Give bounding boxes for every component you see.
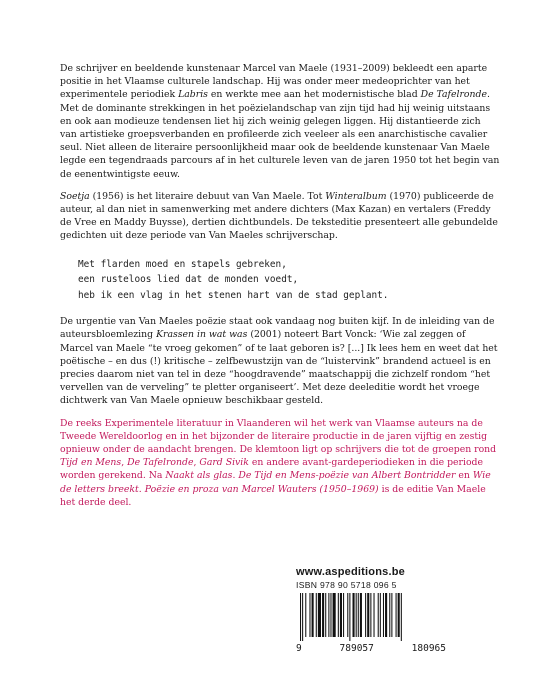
italic-title: Soetja [60,190,90,202]
italic-title: Tijd en Mens [60,457,122,469]
barcode-digit-group-2: 180965 [411,643,446,654]
barcode-bar [385,593,387,637]
barcode-bar [378,593,379,637]
italic-title: De Tafelronde [420,89,487,101]
barcode-bar [367,593,369,637]
barcode-bar [358,593,359,637]
barcode-bar [370,593,371,637]
italic-title: De Tafelronde [127,457,194,469]
barcode-bar [330,593,331,637]
poem-line-3: heb ik een vlag in het stenen hart van de stad geplant. [78,289,389,301]
italic-title: Winteralbum [325,190,387,202]
barcode-digit-group-1: 789057 [339,643,374,654]
barcode-bar [333,593,336,637]
barcode-bar [318,593,321,637]
text-run: (2001) noteert Bart Vonck: ‘Wie zal zeggen of Marcel van Maele “te vroeg gekomen” of te laat geboren is? [...] Ik lees hem en weet dat het poëtische – en dus (!) kritische – zelfbewustzijn van de “luistervink” brandend actueel is en precies daarom niet van tel in deze “hoogdravende” maatschappij die zichzelf rondom “het vervellen van de verveling” te pletter organiseert’. Met deze deeleditie wordt het vroege dichtwerk van Van Maele opnieuw beschikbaar gesteld. [60,329,498,407]
barcode-bar [391,593,392,637]
barcode-bar [380,593,381,637]
poem-line-1: Met flarden moed en stapels gebreken, [78,258,287,270]
poem-quote [78,257,500,304]
urgency-paragraph [60,315,500,407]
barcode-bar [312,593,314,637]
text-run: , [193,457,200,469]
barcode-bar [328,593,329,637]
barcode-bar [383,593,384,637]
barcode-bar [365,593,366,637]
barcode-bar [347,593,348,637]
intro-paragraph [60,62,500,181]
barcode-bar [338,593,339,637]
barcode-bar [360,593,362,637]
text-run: en andere avant-gardeperiodieken in die periode worden gerekend. Na [60,457,483,482]
text-run: . [138,483,145,495]
italic-title: Poëzie en proza van Marcel Wauters (1950–1969) [144,483,379,495]
text-run: , [121,457,128,469]
text-run: . [232,470,239,482]
barcode-digit-lead: 9 [296,643,302,654]
italic-title: Krassen in wat was [156,329,248,341]
publisher-url[interactable]: www.aspeditions.be [296,566,405,578]
text-run: . Met de dominante strekkingen in het poëzielandschap van zijn tijd had hij weinig uitstaans en ook aan modieuze tendensen liet hij zich weinig gelegen liggen. Hij distantieerde zich van artistieke groepsverbanden en profileerde zich veeleer als een anarchistische cavalier seul. Niet alleen de literaire persoonlijkheid maar ook de beeldende kunstenaar Van Maele legde een tegendraads parcours af in het culturele leven van de jaren 1950 tot het begin van de eenentwintigste eeuw. [60,89,500,180]
barcode-bar [325,593,326,637]
text-run: is de editie Van Maele het derde deel. [60,483,486,508]
italic-title: Labris [178,89,208,101]
barcode-bar [356,593,357,637]
text-run: en werkte mee aan het modernistische blad [207,89,421,101]
italic-title: Wie de letters breekt [60,470,491,495]
barcode-bar [343,593,344,637]
text-run: (1956) is het literaire debuut van Van Maele. Tot [89,190,326,202]
text-run: De reeks Experimentele literatuur in Vlaanderen wil het werk van Vlaamse auteurs na de Tweede Wereldoorlog en in het bijzonder de literaire productie in de jaren vijftig en zestig opnieuw onder de aandacht brengen. De klemtoon ligt op schrijvers die tot de groepen rond [60,417,497,455]
barcode-bar [340,593,342,637]
barcode-bar [398,593,400,637]
barcode-bar [316,593,317,637]
italic-title: Naakt als glas [165,470,233,482]
barcode-bar [353,593,355,637]
barcode-bar [302,593,303,641]
barcode-bar [309,593,310,637]
barcode-bar [401,593,402,641]
series-paragraph [60,417,500,509]
back-cover-text [60,62,500,518]
text-run: en [455,470,473,482]
barcode-bar [322,593,324,637]
text-run: De urgentie van Van Maeles poëzie staat ook vandaag nog buiten kijf. In de inleiding van de auteursbloemlezing [60,316,495,341]
poem-line-2: een rusteloos lied dat de monden voedt, [78,274,299,286]
text-run: De schrijver en beeldende kunstenaar Marcel van Maele (1931–2009) bekleedt een aparte positie in het Vlaamse culturele landschap. Hij was onder meer medeoprichter van het experimentele periodiek [60,63,488,101]
italic-title: Gard Sivik [199,457,249,469]
barcode [296,593,446,641]
italic-title: De Tijd en Mens-poëzie van Albert Bontridder [238,470,456,482]
barcode-bar [349,593,350,641]
isbn-text: ISBN 978 90 5718 096 5 [296,580,397,590]
barcode-bar [374,593,375,637]
barcode-digits [296,643,446,654]
barcode-bar [389,593,390,637]
text-run: (1970) publiceerde de auteur, al dan niet in samenwerking met andere dichters (Max Kazan) en vertalers (Freddy de Vree en Maddy Buysse), dertien dichtbundels. De teksteditie presenteert alle gebundelde gedichten uit deze periode van Van Maeles schrijverschap. [60,190,498,242]
publisher-block [296,566,456,654]
barcode-bar [396,593,397,637]
barcode-bar [305,593,306,637]
barcode-bar [300,593,301,641]
debut-paragraph [60,190,500,243]
